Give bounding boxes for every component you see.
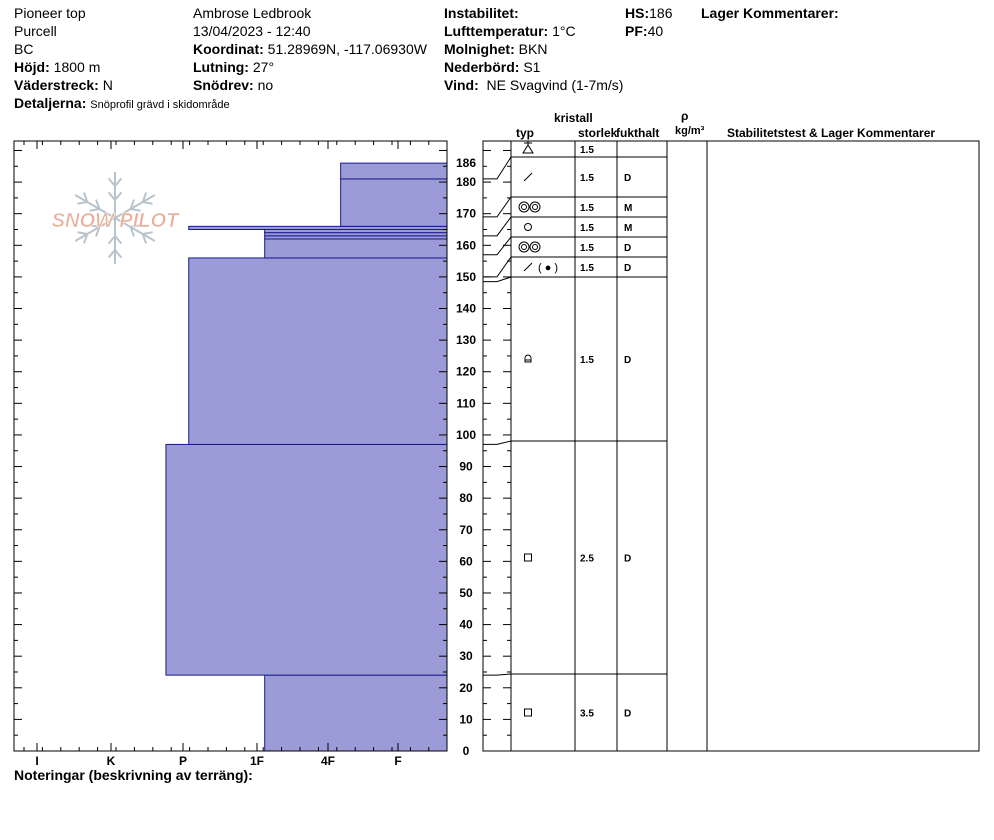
location: Pioneer top (14, 5, 86, 21)
height-tick-label: 0 (462, 744, 470, 758)
height-tick-label: 20 (459, 680, 473, 695)
melt-freeze-icon (519, 242, 529, 252)
header-type: typ (516, 126, 534, 140)
range: Purcell (14, 23, 57, 39)
rounded-facet-icon (525, 355, 531, 362)
height-tick-label: 186 (455, 156, 477, 171)
moisture-value: M (624, 203, 633, 214)
moisture-value: D (624, 243, 632, 254)
height-tick-label: 170 (455, 206, 477, 221)
height-tick-label: 40 (459, 617, 473, 632)
precip-label: Nederbörd: (444, 59, 520, 75)
decomposing-icon (524, 173, 532, 181)
height-tick-label: 100 (455, 427, 477, 442)
melt-freeze-icon (530, 202, 540, 212)
melt-freeze-icon (533, 245, 538, 250)
moisture-value: D (624, 553, 632, 565)
moisture-value: D (624, 355, 632, 366)
precip-value: S1 (523, 59, 541, 75)
logo-text: SNOW PILOT (51, 210, 179, 232)
region: BC (14, 41, 34, 57)
hardness-tick-label: 4F (320, 754, 336, 768)
moisture-value: D (624, 263, 632, 274)
sky-value: BKN (518, 41, 548, 57)
crystal-icon (524, 173, 532, 181)
height-tick-label: 30 (459, 649, 473, 664)
layer-comments-label: Lager Kommentarer: (701, 5, 839, 21)
slope-value: 27° (252, 59, 275, 75)
hardness-layer (189, 258, 447, 444)
hardness-layer (341, 163, 447, 179)
moisture-value: D (624, 708, 632, 720)
airtemp-value: 1°C (552, 23, 576, 39)
details-label: Detaljerna: (14, 95, 87, 111)
aspect-label: Väderstreck: (14, 77, 99, 93)
height-tick-label: 120 (455, 364, 477, 379)
airtemp-label: Lufttemperatur: (444, 23, 549, 39)
graupel-icon: ( ● ) (538, 262, 559, 274)
hardness-layer (166, 444, 447, 675)
height-tick-label: 60 (459, 554, 473, 569)
layer-connector (483, 257, 511, 277)
hardness-layer (265, 239, 447, 258)
header-stability: Stabilitetstest & Lager Kommentarer (727, 126, 936, 140)
surface-hoar-icon (523, 141, 533, 153)
hardness-tick-label: 1F (249, 754, 265, 768)
layer-connector (483, 217, 511, 236)
slope-label: Lutning: (193, 59, 249, 75)
coord-value: 51.28969N, -117.06930W (267, 41, 427, 57)
moisture-value: M (624, 223, 633, 234)
faceted-crystal-icon (525, 709, 532, 716)
hardness-layer (341, 179, 447, 226)
sky-label: Molnighet: (444, 41, 515, 57)
header-moisture: fukthalt (616, 126, 660, 140)
hardness-tick-label: P (178, 754, 188, 768)
hs-label: HS: (625, 5, 650, 21)
wind-label: Vind: (444, 77, 479, 93)
decomposing-icon (524, 263, 532, 271)
melt-freeze-icon (522, 205, 527, 210)
table-frame (483, 141, 979, 751)
hardness-layers (166, 163, 447, 751)
snowpilot-logo (52, 172, 180, 264)
crystal-size: 3.5 (580, 708, 594, 720)
layer-connector (483, 674, 511, 675)
crystal-size: 1.5 (580, 243, 594, 254)
height-tick-label: 130 (455, 333, 477, 348)
melt-freeze-icon (522, 245, 527, 250)
pf-label: PF: (625, 23, 648, 39)
layer-connector (483, 277, 511, 282)
height-tick-label: 80 (459, 491, 473, 506)
height-tick-label: 150 (455, 269, 477, 284)
height-tick-label: 50 (459, 585, 473, 600)
drift-value: no (257, 77, 274, 93)
elevation-value: 1800 m (53, 59, 101, 75)
crystal-size: 1.5 (580, 145, 594, 156)
hardness-tick-label: I (35, 754, 39, 768)
hs-value: 186 (649, 5, 673, 21)
header-crystal: kristall (554, 111, 593, 125)
crystal-icon (525, 709, 532, 716)
crystal-icon (525, 554, 532, 561)
crystal-size: 1.5 (580, 173, 594, 184)
layer-connector (483, 157, 511, 179)
crystal-size: 1.5 (580, 355, 594, 366)
crystal-icon (519, 202, 540, 212)
crystal-size: 1.5 (580, 263, 594, 274)
header-size: storlek (578, 126, 618, 140)
wind-value: NE Svagvind (1-7m/s) (486, 77, 624, 93)
layer-connector (483, 441, 511, 444)
instab-label: Instabilitet: (444, 5, 519, 21)
drift-label: Snödrev: (193, 77, 254, 93)
hardness-layer (265, 675, 447, 751)
header-rho: ρ (681, 109, 689, 123)
crystal-icon (525, 224, 532, 231)
height-tick-label: 160 (455, 238, 477, 253)
details-value: Snöprofil grävd i skidområde (90, 99, 230, 111)
aspect-value: N (102, 77, 113, 93)
hardness-tick-label: K (106, 754, 116, 768)
melt-freeze-icon (533, 205, 538, 210)
crystal-size: 1.5 (580, 203, 594, 214)
observer: Ambrose Ledbrook (193, 5, 312, 21)
melt-freeze-icon (519, 202, 529, 212)
coord-label: Koordinat: (193, 41, 264, 57)
datetime: 13/04/2023 - 12:40 (193, 23, 311, 39)
crystal-icon (525, 355, 531, 362)
crystal-icon (524, 262, 558, 274)
faceted-crystal-icon (525, 554, 532, 561)
pf-value: 40 (647, 23, 664, 39)
elevation-label: Höjd: (14, 59, 50, 75)
height-tick-label: 180 (455, 175, 477, 190)
height-tick-label: 90 (459, 459, 473, 474)
header-density-unit: kg/m³ (675, 125, 705, 137)
melt-freeze-icon (530, 242, 540, 252)
flake-branch (143, 202, 153, 204)
crystal-icon (523, 141, 533, 153)
crystal-size: 2.5 (580, 553, 594, 565)
crystal-icon (519, 242, 540, 252)
moisture-value: D (624, 173, 632, 184)
layer-connector (483, 237, 511, 255)
crystal-size: 1.5 (580, 223, 594, 234)
height-tick-label: 10 (459, 712, 473, 727)
hardness-tick-label: F (394, 754, 402, 768)
height-tick-label: 110 (456, 396, 476, 411)
flake-branch (143, 232, 153, 234)
height-tick-label: 140 (455, 301, 477, 316)
layer-table (483, 141, 979, 751)
flake-branch (77, 202, 87, 204)
height-tick-label: 70 (459, 522, 473, 537)
flake-branch (77, 232, 87, 234)
rounded-grain-icon (525, 224, 532, 231)
notes-label: Noteringar (beskrivning av terräng): (14, 767, 253, 783)
